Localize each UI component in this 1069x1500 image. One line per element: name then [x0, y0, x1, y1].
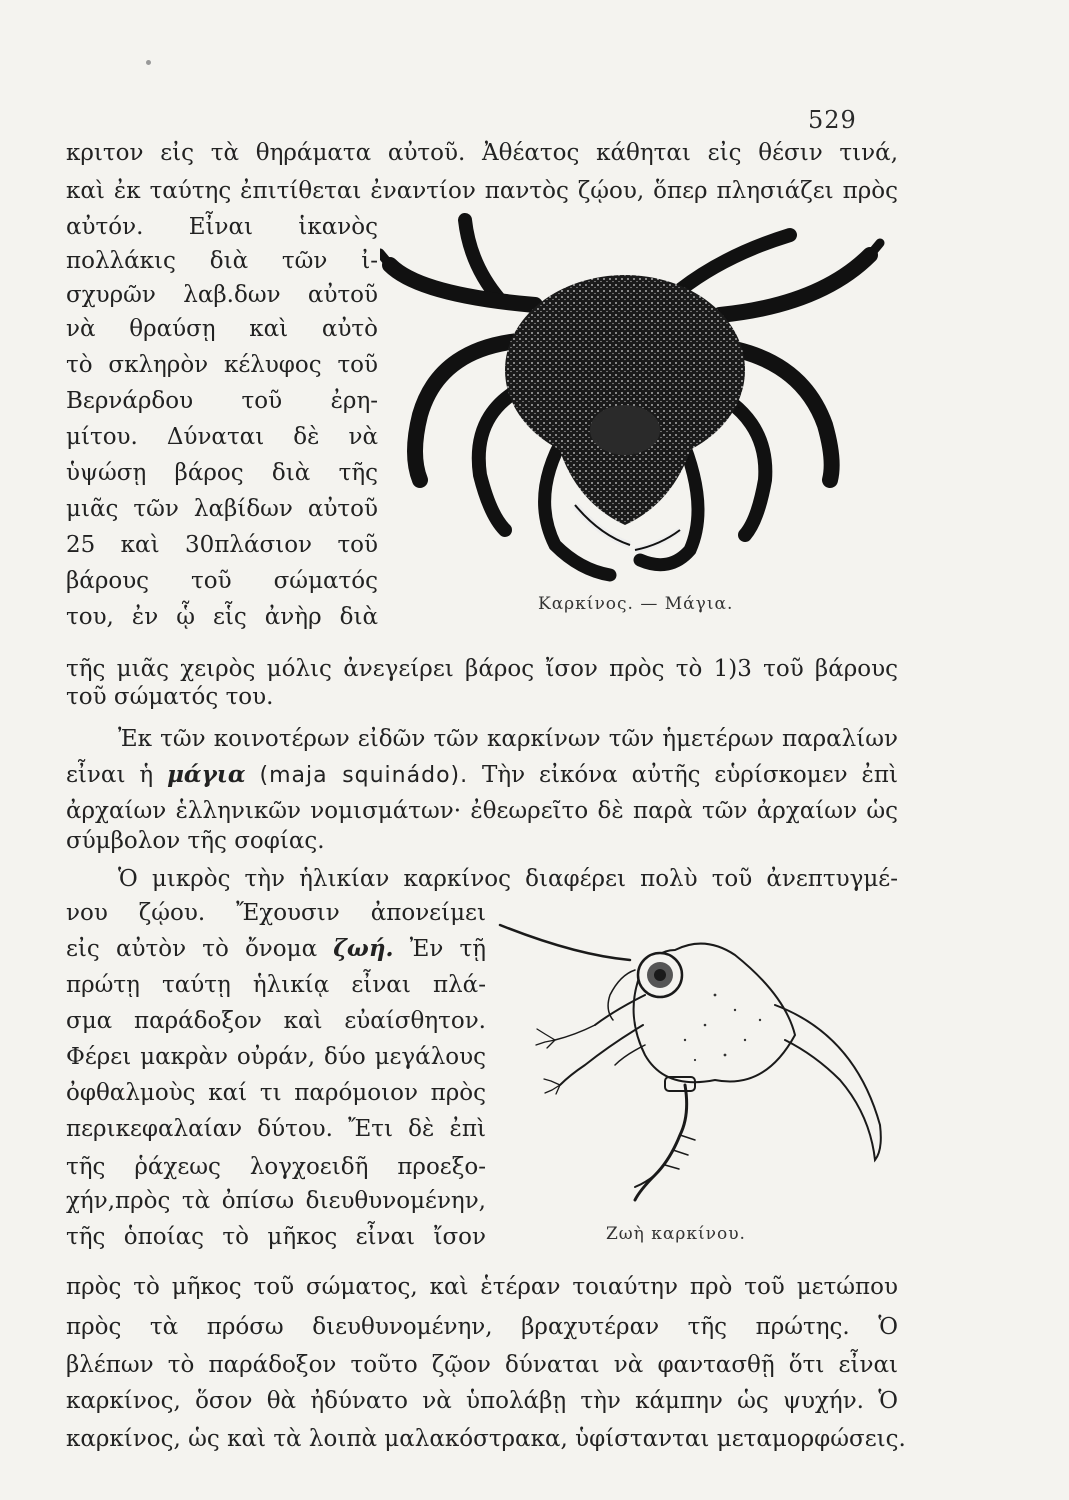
crab-caption: Καρκίνος. — Μάγια.: [538, 594, 734, 614]
term-zoea: ζωή.: [333, 935, 394, 962]
text-line: τοῦ σώματός του.: [66, 684, 274, 710]
text-line: Φέρει μακρὰν οὐράν, δύο μεγάλους: [66, 1044, 486, 1070]
species-name: μάγια: [167, 761, 246, 788]
text-line: τῆς ῥάχεως λογχοειδῆ προεξο-: [66, 1154, 486, 1180]
text-line: μιᾶς τῶν λαβίδων αὐτοῦ: [66, 496, 378, 522]
text-line: αὐτόν. Εἶναι ἱκανὸς: [66, 214, 378, 240]
text-line: κριτον εἰς τὰ θηράματα αὐτοῦ. Ἀθέατος κάθηται εἰς θέσιν τινά,: [66, 140, 898, 166]
text-line: περικεφαλαίαν δύτου. Ἔτι δὲ ἐπὶ: [66, 1116, 486, 1142]
zoea-caption: Ζωὴ καρκίνου.: [606, 1224, 746, 1244]
text-line: τὸ σκληρὸν κέλυφος τοῦ: [66, 352, 378, 378]
text-line: [66, 760, 898, 791]
text-line: πρὸς τὸ μῆκος τοῦ σώματος, καὶ ἑτέραν τοιαύτην πρὸ τοῦ μετώπου: [66, 1274, 898, 1300]
text-line: τῆς ὁποίας τὸ μῆκος εἶναι ἴσον: [66, 1224, 486, 1250]
text-fragment: εἰς αὐτὸν τὸ ὄνομα: [66, 936, 318, 962]
text-line: νὰ θραύσῃ καὶ αὐτὸ: [66, 316, 378, 342]
text-line: ἀρχαίων ἑλληνικῶν νομισμάτων· ἐθεωρεῖτο δὲ παρὰ τῶν ἀρχαίων ὡς: [66, 798, 898, 824]
text-line: καρκίνος, ὡς καὶ τὰ λοιπὰ μαλακόστρακα, ὑφίστανται μεταμορφώσεις.: [66, 1426, 906, 1452]
text-line: καρκίνος, ὅσον θὰ ἠδύνατο νὰ ὑπολάβῃ τὴν κάμπην ὡς ψυχήν. Ὁ: [66, 1388, 898, 1414]
text-fragment: εἶναι ἡ: [66, 762, 154, 788]
text-fragment: Ἐν τῇ: [409, 936, 487, 962]
page-number: 529: [808, 106, 857, 134]
text-line: νου ζῴου. Ἔχουσιν ἀπονείμει: [66, 900, 486, 926]
text-line: Βερνάρδου τοῦ ἐρη-: [66, 388, 378, 414]
text-line: βάρους τοῦ σώματός: [66, 568, 378, 594]
text-line: σχυρῶν λαβ.δων αὐτοῦ: [66, 282, 378, 308]
text-line: βλέπων τὸ παράδοξον τοῦτο ζῷον δύναται νὰ φαντασθῇ ὅτι εἶναι: [66, 1352, 898, 1378]
text-line: του, ἐν ᾧ εἷς ἀνὴρ διὰ: [66, 604, 378, 630]
paper-speck: [146, 60, 151, 65]
text-line: τῆς μιᾶς χειρὸς μόλις ἀνεγείρει βάρος ἴσον πρὸς τὸ 1)3 τοῦ βάρους: [66, 656, 898, 682]
text-line: σύμβολον τῆς σοφίας.: [66, 828, 325, 854]
text-fragment: Τὴν εἰκόνα αὐτῆς εὑρίσκομεν ἐπὶ: [482, 762, 898, 788]
text-line: μίτου. Δύναται δὲ νὰ: [66, 424, 378, 450]
text-line: [66, 934, 486, 964]
text-line: σμα παράδοξον καὶ εὐαίσθητον.: [66, 1008, 486, 1034]
text-line: ὀφθαλμοὺς καί τι παρόμοιον πρὸς: [66, 1080, 486, 1106]
latin-name: (maja squinádo).: [259, 763, 469, 788]
text-line: Ὁ μικρὸς τὴν ἡλικίαν καρκίνος διαφέρει πολὺ τοῦ ἀνεπτυγμέ-: [118, 866, 898, 892]
zoea-illustration: [495, 915, 895, 1215]
text-line: καὶ ἐκ ταύτης ἐπιτίθεται ἐναντίον παντὸς ζῴου, ὅπερ πλησιάζει πρὸς: [66, 178, 898, 204]
crab-illustration: [380, 205, 900, 590]
text-line: πρὸς τὰ πρόσω διευθυνομένην, βραχυτέραν τῆς πρώτης. Ὁ: [66, 1314, 898, 1340]
text-line: πολλάκις διὰ τῶν ἰ-: [66, 248, 378, 274]
text-line: 25 καὶ 30πλάσιον τοῦ: [66, 532, 378, 558]
text-line: ὑψώσῃ βάρος διὰ τῆς: [66, 460, 378, 486]
text-line: Ἐκ τῶν κοινοτέρων εἰδῶν τῶν καρκίνων τῶν ἡμετέρων παραλίων: [118, 726, 898, 752]
text-line: χήν,πρὸς τὰ ὀπίσω διευθυνομένην,: [66, 1188, 486, 1214]
text-line: πρώτῃ ταύτῃ ἡλικίᾳ εἶναι πλά-: [66, 972, 486, 998]
